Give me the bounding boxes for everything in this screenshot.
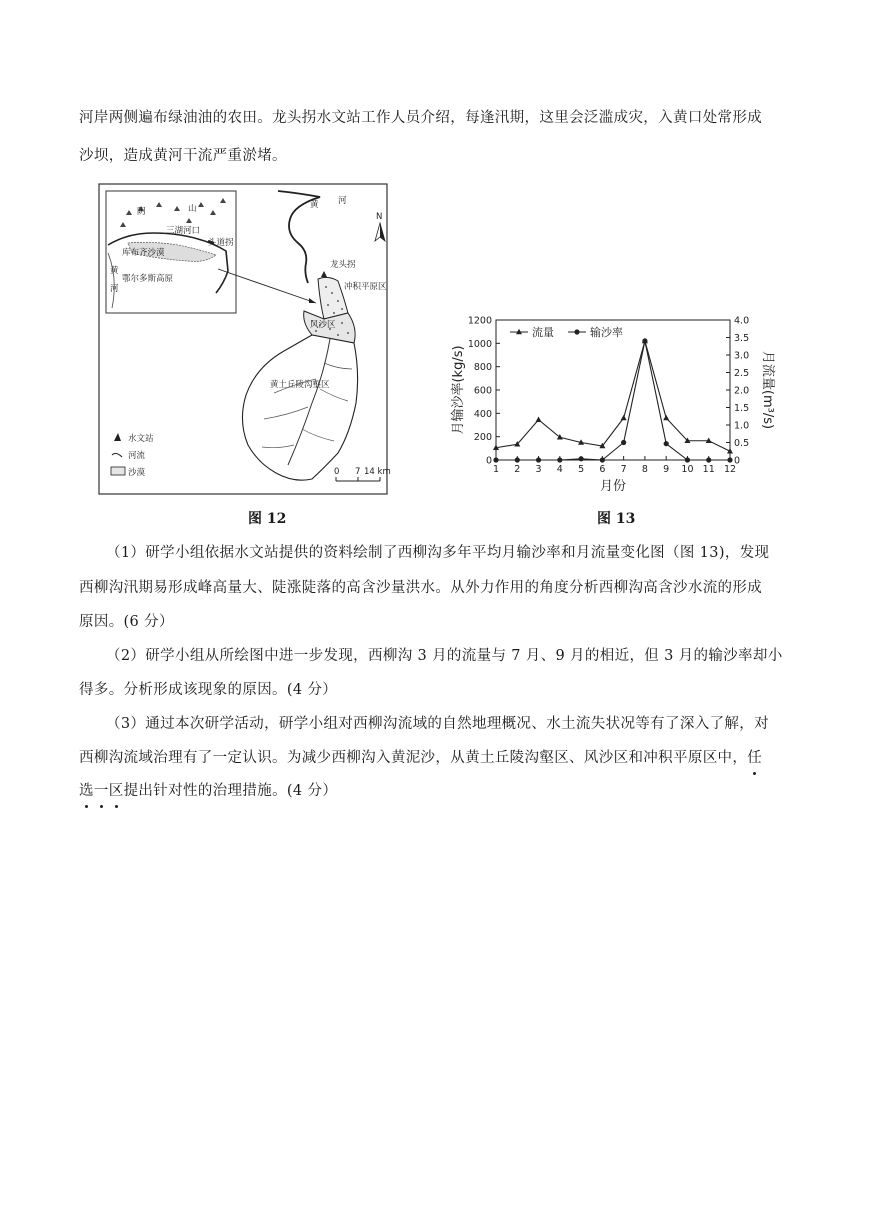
- left-tick-label: 0: [485, 455, 492, 467]
- svg-text:N: N: [376, 212, 383, 222]
- intro-line-2: 沙坝，造成黄河干流严重淤堵。: [79, 148, 287, 164]
- plot-frame: [496, 320, 730, 460]
- legend-station-label: 水文站: [128, 434, 154, 444]
- intro-line-1: 河岸两侧遍布绿油油的农田。龙头拐水文站工作人员介绍，每逢汛期，这里会泛滥成灾，入黄口处常形成: [79, 110, 763, 126]
- sediment-point: [557, 457, 562, 462]
- main-label-longtouguai: 龙头拐: [330, 260, 356, 270]
- y-axis-label-right: 月流量(m³/s): [760, 350, 775, 430]
- q3-line-1: （3）通过本次研学活动，研学小组对西柳沟流域的自然地理概况、水土流失状况等有了深入了解，对: [106, 716, 769, 732]
- q3-line-3-text: 提出针对性的治理措施。(4 分）: [123, 783, 338, 799]
- q3-line-3: [79, 781, 801, 801]
- q1-line-1: （1）研学小组依据水文站提供的资料绘制了西柳沟多年平均月输沙率和月流量变化图（图 13)，发现: [106, 545, 770, 561]
- sediment-point: [578, 456, 583, 461]
- inset-label-ordos: 鄂尔多斯高原: [122, 274, 174, 284]
- x-axis-label: 月份: [599, 479, 627, 494]
- main-label-chongji: 冲积平原区: [344, 282, 387, 292]
- legend-desert-icon: [111, 467, 125, 475]
- inset-label-huang: 黄: [110, 266, 119, 276]
- right-tick-label: 0: [734, 455, 741, 467]
- inset-label-he: 河: [110, 284, 119, 294]
- left-tick-label: 1000: [467, 338, 492, 350]
- figure-13-caption: 图 13: [597, 511, 636, 527]
- legend-desert-label: 沙漠: [128, 468, 146, 478]
- right-tick-label: 4.0: [734, 315, 750, 327]
- q3-emphasis-char: 区: [108, 783, 124, 799]
- q2-line-2: 得多。分析形成该现象的原因。(4 分）: [79, 682, 338, 698]
- inset-label-sanhu: 三湖河口: [166, 226, 201, 236]
- left-tick-label: 400: [473, 408, 492, 420]
- x-tick-label: 5: [578, 464, 585, 475]
- q3-line-2-text: 西柳沟流域治理有了一定认识。为减少西柳沟入黄泥沙，从黄土丘陵沟壑区、风沙区和冲积平原区中，: [79, 750, 748, 766]
- figure-12-caption: 图 12: [248, 511, 287, 527]
- q3-emphasis-char: 一: [93, 783, 109, 799]
- legend-river-icon: [112, 453, 122, 457]
- longtouguai-station: [321, 271, 327, 277]
- north-arrow: [375, 212, 385, 241]
- legend-label: 输沙率: [590, 326, 623, 339]
- flow-point: [663, 415, 669, 420]
- legend-circle: [574, 329, 579, 334]
- sediment-point: [664, 441, 669, 446]
- x-tick-label: 7: [620, 464, 627, 475]
- y-axis-label-left: 月输沙率(kg/s): [451, 345, 466, 435]
- q3-emphasis-char: 选: [79, 783, 94, 799]
- sediment-point: [493, 457, 498, 462]
- q3-line-2: [79, 748, 801, 768]
- flow-point: [536, 417, 542, 422]
- scale-label-0: 0: [334, 467, 340, 477]
- figure-12-map: [98, 183, 391, 495]
- left-tick-label: 800: [473, 362, 492, 374]
- x-tick-label: 6: [599, 464, 606, 475]
- q1-line-3: 原因。(6 分）: [79, 614, 174, 630]
- sediment-point: [600, 457, 605, 462]
- x-tick-label: 2: [514, 464, 521, 475]
- right-tick-label: 3.5: [734, 333, 750, 344]
- x-tick-label: 9: [663, 464, 670, 475]
- inset-label-yin: 阴: [137, 207, 146, 217]
- q3-emphasis-ren: 任: [747, 750, 763, 766]
- series-line-triangle: [496, 341, 730, 451]
- q1-line-2: 西柳沟汛期易形成峰高量大、陡涨陡落的高含沙量洪水。从外力作用的角度分析西柳沟高含沙水流的形成: [79, 580, 763, 596]
- sediment-point: [536, 457, 541, 462]
- right-tick-label: 2.0: [734, 385, 750, 397]
- map-legend: [111, 433, 154, 478]
- right-tick-label: 1.0: [734, 420, 750, 432]
- left-tick-label: 200: [473, 432, 492, 444]
- left-tick-label: 600: [473, 385, 492, 397]
- x-tick-label: 8: [641, 464, 648, 475]
- x-tick-label: 11: [702, 464, 715, 475]
- figure-13-chart: [440, 308, 780, 498]
- inset-label-toudao: 头道拐: [208, 238, 234, 248]
- sediment-point: [727, 457, 732, 462]
- x-tick-label: 10: [681, 464, 694, 475]
- right-tick-label: 0.5: [734, 438, 750, 449]
- x-tick-label: 3: [535, 464, 542, 475]
- inset-label-kubuqi: 库布齐沙漠: [122, 248, 165, 258]
- scale-label-7: 7: [355, 467, 361, 477]
- loess-hill-area: [242, 335, 357, 480]
- main-label-huang: 黄: [310, 200, 319, 210]
- flow-point: [621, 415, 627, 420]
- q2-line-1: （2）研学小组从所绘图中进一步发现，西柳沟 3 月的流量与 7 月、9 月的相近，但 3 月的输沙率却小: [106, 648, 783, 664]
- sediment-point: [515, 457, 520, 462]
- x-tick-label: 12: [723, 464, 737, 475]
- right-tick-label: 2.5: [734, 368, 750, 379]
- legend-river-label: 河流: [128, 451, 146, 461]
- left-tick-label: 1200: [467, 315, 492, 327]
- main-label-he: 河: [338, 196, 347, 206]
- main-label-fengsha: 风沙区: [310, 320, 336, 330]
- sediment-point: [706, 457, 711, 462]
- inset-label-shan: 山: [188, 204, 197, 214]
- sediment-point: [642, 338, 647, 343]
- legend-station-icon: [114, 433, 121, 441]
- x-tick-label: 4: [556, 464, 563, 475]
- inset-map: [106, 191, 236, 313]
- right-tick-label: 1.5: [734, 403, 750, 414]
- right-tick-label: 3.0: [734, 350, 750, 362]
- sediment-point: [621, 440, 626, 445]
- sediment-point: [685, 457, 690, 462]
- q3-emphasis-xuanyiqu: [79, 783, 124, 799]
- series-line-circle: [496, 341, 730, 460]
- x-tick-label: 1: [492, 464, 500, 475]
- main-label-loess: 黄土丘陵沟壑区: [270, 380, 330, 390]
- legend-label: 流量: [532, 326, 554, 339]
- scale-label-14: 14 km: [364, 467, 391, 477]
- map-scale-bar: [334, 467, 391, 481]
